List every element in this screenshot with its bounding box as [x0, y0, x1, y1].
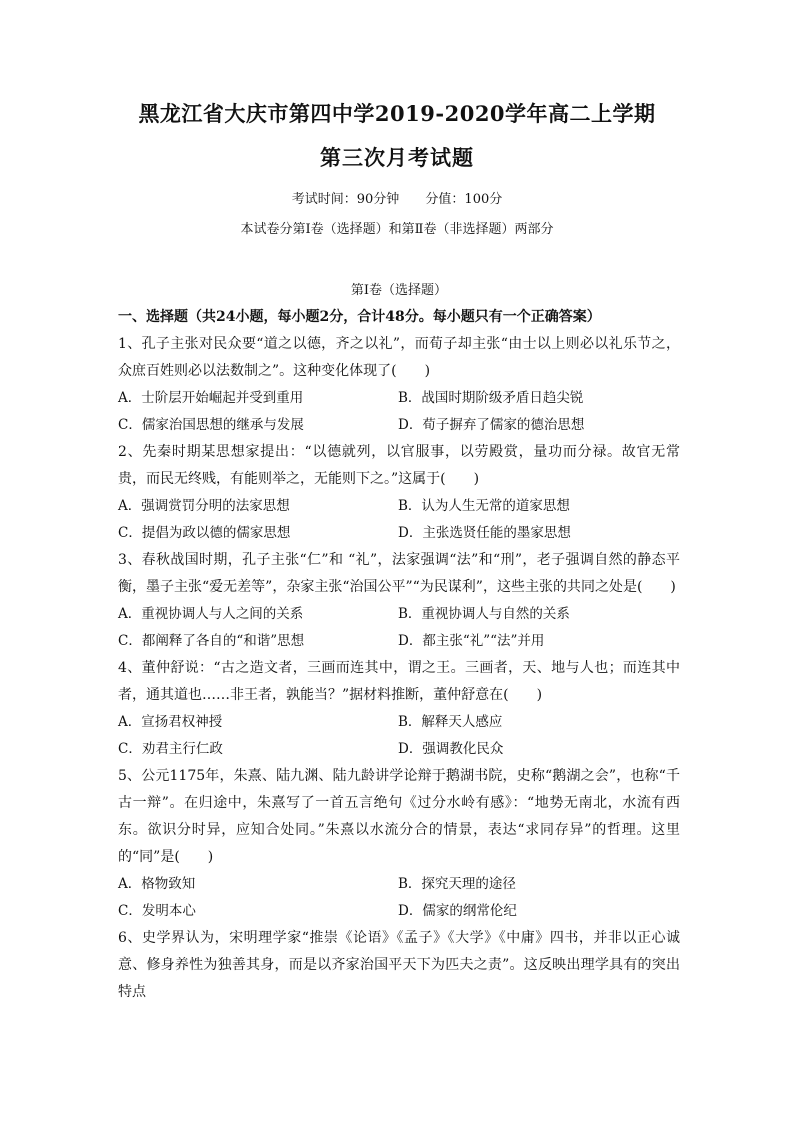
option-b: B．认为人生无常的道家思想 [398, 498, 570, 514]
question-options [118, 709, 680, 763]
option-b: B．战国时期阶级矛盾日趋尖锐 [398, 390, 584, 406]
exam-meta [0, 188, 794, 207]
option-c: C．劝君主行仁政 [118, 741, 223, 757]
option-d: D．都主张“礼”“法”并用 [398, 633, 545, 649]
question-6 [118, 925, 680, 1006]
option-d: D．强调教化民众 [398, 741, 504, 757]
question-stem: 4、董仲舒说：“古之造文者，三画而连其中，谓之王。三画者，天、地与人也；而连其中者，通其道也……非王者，孰能当？”据材料推断，董仲舒意在( ) [118, 660, 680, 703]
option-d: D．儒家的纲常伦纪 [398, 903, 517, 919]
option-c: C．发明本心 [118, 903, 196, 919]
question-options [118, 601, 680, 655]
option-c: C．提倡为政以德的儒家思想 [118, 525, 291, 541]
option-d: D．主张选贤任能的墨家思想 [398, 525, 571, 541]
section-title: 第Ⅰ卷（选择题） [350, 283, 448, 298]
exam-subtitle: 第三次月考试题 [320, 145, 474, 170]
option-b: B．解释天人感应 [398, 714, 503, 730]
option-a: A．强调赏罚分明的法家思想 [118, 498, 290, 514]
question-3 [118, 547, 680, 655]
question-5 [118, 763, 680, 925]
option-c: C．都阐释了各自的“和谐”思想 [118, 633, 305, 649]
question-4 [118, 655, 680, 763]
option-a: A．士阶层开始崛起并受到重用 [118, 390, 304, 406]
option-b: B．探究天理的途径 [398, 876, 516, 892]
question-options [118, 871, 680, 925]
exam-score: 分值：100分 [425, 192, 503, 207]
option-c: C．儒家治国思想的继承与发展 [118, 417, 304, 433]
option-a: A．宣扬君权神授 [118, 714, 223, 730]
question-stem: 2、先秦时期某思想家提出：“以德就列，以官服事，以劳殿赏，量功而分禄。故官无常贵，而民无终贱，有能则举之，无能则下之。”这属于( ) [118, 444, 680, 487]
option-d: D．荀子摒弃了儒家的德治思想 [398, 417, 585, 433]
question-stem: 3、春秋战国时期，孔子主张“仁”和 “礼”，法家强调“法”和“刑”，老子强调自然的静态平衡，墨子主张“爱无差等”，杂家主张“治国公平”“为民谋利”，这些主张的共同之处是( ) [118, 552, 680, 595]
question-options [118, 493, 680, 547]
question-2 [118, 439, 680, 547]
question-1 [118, 331, 680, 439]
question-options [118, 385, 680, 439]
question-stem: 5、公元1175年，朱熹、陆九渊、陆九龄讲学论辩于鹅湖书院，史称“鹅湖之会”，也称“千古一辩”。在归途中，朱熹写了一首五言绝句《过分水岭有感》：“地势无南北，水流有西东。欲识分时异，应知合处同。”朱熹以水流分合的情景，表达“求同存异”的哲理。这里的“同”是( ) [118, 768, 680, 865]
option-b: B．重视协调人与自然的关系 [398, 606, 570, 622]
exam-title: 黑龙江省大庆市第四中学2019-2020学年高二上学期 [138, 101, 656, 126]
exam-time: 考试时间：90分钟 [291, 192, 400, 207]
section-heading: 一、选择题（共24小题，每小题2分，合计48分。每小题只有一个正确答案） [118, 309, 601, 325]
option-a: A．格物致知 [118, 876, 196, 892]
question-section [118, 280, 680, 1006]
parts-note: 本试卷分第Ⅰ卷（选择题）和第Ⅱ卷（非选择题）两部分 [240, 222, 554, 237]
question-stem: 6、史学界认为，宋明理学家“推崇《论语》《孟子》《大学》《中庸》四书，并非以正心诚意、修身养性为独善其身，而是以齐家治国平天下为匹夫之责”。这反映出理学具有的突出特点 [118, 930, 680, 1000]
question-stem: 1、孔子主张对民众要“道之以德，齐之以礼”，而荀子却主张“由士以上则必以礼乐节之，众庶百姓则必以法数制之”。这种变化体现了( ) [118, 336, 680, 379]
option-a: A．重视协调人与人之间的关系 [118, 606, 304, 622]
